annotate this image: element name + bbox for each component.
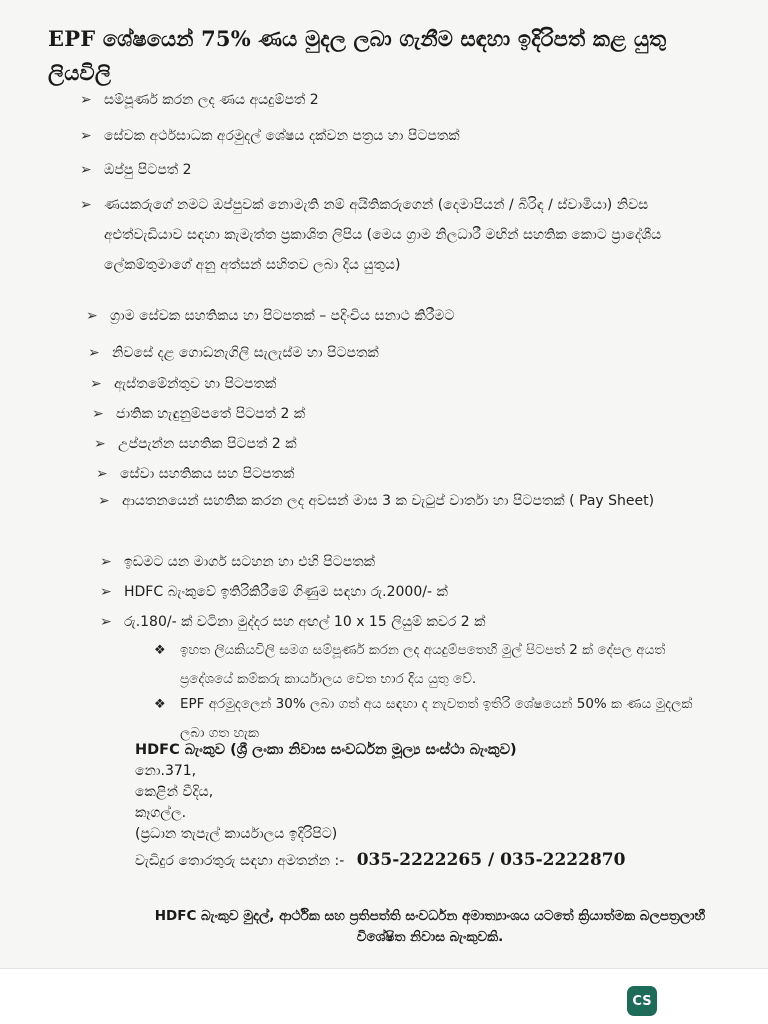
bank-address bbox=[135, 740, 517, 845]
contact-line bbox=[135, 846, 625, 875]
arrow-bullet-icon: ➢ bbox=[96, 466, 108, 482]
list-item: ➢ HDFC බැංකුවේ ඉතිරිකිරීමේ ගිණුම සඳහා රු.2000/- ක් bbox=[124, 578, 714, 607]
arrow-bullet-icon: ➢ bbox=[80, 197, 92, 213]
address-line: කෑගල්ල. bbox=[135, 805, 187, 821]
list-item: ➢ ඉඩමට යන මාර්ග සටහන හා එහි පිටපතක් bbox=[124, 548, 714, 577]
list-item: ➢ ග්‍රාම සේවක සහතිකය හා පිටපතක් – පදිංචිය සනාථ කිරීමට bbox=[110, 302, 710, 331]
arrow-bullet-icon: ➢ bbox=[86, 308, 98, 324]
list-item: ➢ සේවක අර්ථසාධක අරමුදල් ශේෂය දක්වන පත්‍රය හා පිටපතක් bbox=[104, 122, 704, 151]
list-item: ➢ ජාතික හැඳුනුම්පතේ පිටපත් 2 ක් bbox=[116, 400, 716, 429]
arrow-bullet-icon: ➢ bbox=[94, 436, 106, 452]
camscanner-logo-icon[interactable]: CS bbox=[627, 986, 657, 1016]
address-line: (ප්‍රධාන තැපැල් කාර්යාලය ඉදිරිපිට) bbox=[135, 826, 338, 842]
note-item: ❖ ඉහත ලියකියවිලි සමග සම්පූර්ණ කරන ලද අයදුම්පතෙහි මුල් පිටපත් 2 ක් දේපල අයත් ප්‍රදේශයේ කම්කරු කාර්යාලය වෙත භාර දිය යුතු වේ. bbox=[180, 636, 710, 694]
page-title: EPF ශේෂයෙන් 75% ණය මුදල ලබා ගැනීම සඳහා ඉදිරිපත් කළ යුතු ලියවිලි bbox=[48, 26, 667, 85]
bank-name: HDFC බැංකුව (ශ්‍රී ලංකා නිවාස සංවර්ධන මූල්‍ය සංස්ථා බැංකුව) bbox=[135, 742, 517, 758]
arrow-bullet-icon: ➢ bbox=[80, 128, 92, 144]
list-item: ➢ රු.180/- ක් වටිනා මුද්දර සහ අඟල් 10 x 15 ලියුම් කවර 2 ක් bbox=[124, 608, 714, 637]
list-item: ➢ උප්පැන්න සහතික පිටපත් 2 ක් bbox=[118, 430, 718, 459]
list-item: ➢ සේවා සහතිකය සහ පිටපතක් bbox=[120, 460, 720, 489]
arrow-bullet-icon: ➢ bbox=[100, 614, 112, 630]
note-item: ❖ EPF අරමුදලෙන් 30% ලබා ගත් අය සඳහා ද නැවතත් ඉතිරි ශේෂයෙන් 50% ක ණය මුදලක් ලබා ගත හැක bbox=[180, 690, 710, 748]
arrow-bullet-icon: ➢ bbox=[88, 345, 100, 361]
arrow-bullet-icon: ➢ bbox=[98, 493, 110, 509]
list-item: ➢ සම්පූර්ණ කරන ලද ණය අයදුම්පත් 2 bbox=[104, 86, 704, 115]
contact-label: වැඩිදුර තොරතුරු සඳහා අමතන්න :- bbox=[135, 853, 345, 869]
arrow-bullet-icon: ➢ bbox=[100, 584, 112, 600]
arrow-bullet-icon: ➢ bbox=[80, 162, 92, 178]
arrow-bullet-icon: ➢ bbox=[90, 376, 102, 392]
list-item: ➢ නිවසේ දළ ගොඩනැගිලි සැලැස්ම හා පිටපතක් bbox=[112, 339, 712, 368]
footer-note: HDFC බැංකුව මුදල්, ආර්ථික සහ ප්‍රතිපත්ති සංවර්ධන අමාත්‍යාංශය යටතේ ක්‍රියාත්මක බලපත්‍රලාභී විශේෂිත නිවාස බැංකුවකි. bbox=[154, 908, 706, 945]
list-item: ➢ ණයකරුගේ නමට ඔප්පුවක් නොමැති නම් අයිතිකරුගෙන් (දෙමාපියන් / බිරිඳ / ස්වාමියා) නිවස අළුත්වැඩියාව සඳහා කැමැත්ත ප්‍රකාශිත ලිපිය (මෙය ග්‍රාම නිලධාරී මඟින් සහතික කොට ප්‍රාදේශීය ලේකම්තුමාගේ අනු අත්සන් සහිතව ලබා දිය යුතුය) bbox=[104, 190, 704, 280]
diamond-bullet-icon: ❖ bbox=[154, 697, 166, 712]
list-item: ➢ ආයතනයෙන් සහතික කරන ලද අවසන් මාස 3 ක වැටුප් වාර්තා හා පිටපතක් ( Pay Sheet) bbox=[122, 486, 682, 516]
list-item: ➢ ඔප්පු පිටපත් 2 bbox=[104, 156, 704, 185]
list-item: ➢ ඇස්තමේන්තුව හා පිටපතක් bbox=[114, 370, 714, 399]
arrow-bullet-icon: ➢ bbox=[80, 92, 92, 108]
diamond-bullet-icon: ❖ bbox=[154, 643, 166, 658]
arrow-bullet-icon: ➢ bbox=[100, 554, 112, 570]
address-line: කෙළින් වීදිය, bbox=[135, 784, 214, 800]
contact-phone: 035-2222265 / 035-2222870 bbox=[356, 850, 626, 870]
address-line: නො.371, bbox=[135, 763, 197, 779]
arrow-bullet-icon: ➢ bbox=[92, 406, 104, 422]
